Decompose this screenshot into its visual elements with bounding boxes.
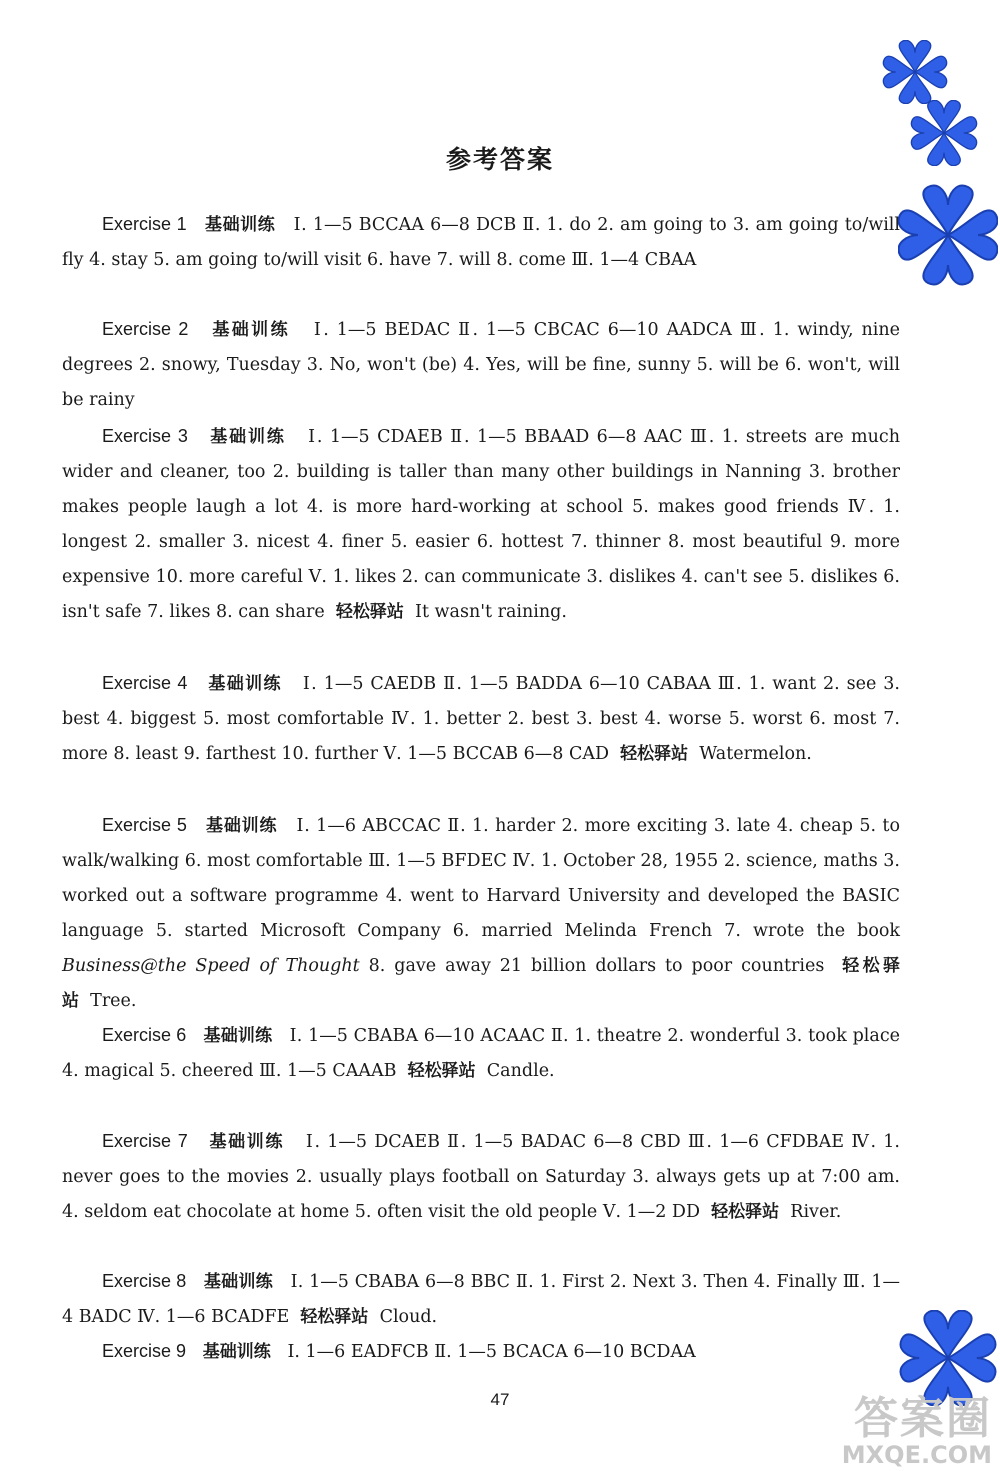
answer-text: Ⅰ. 1—6 EADFCB Ⅱ. 1—5 BCACA 6—10 BCDAA xyxy=(287,1342,696,1362)
watermark-url: MXQE.COM xyxy=(841,1441,992,1469)
answer-text: Ⅰ. 1—5 CBABA 6—10 ACAAC Ⅱ. 1. theatre 2. wonderful 3. took place 4. magical 5. cheered Ⅲ. 1—5 CAAAB xyxy=(62,1026,900,1081)
answer-text: Ⅰ. 1—5 CDAEB Ⅱ. 1—5 BBAAD 6—8 AAC Ⅲ. 1. streets are much wider and cleaner, too 2. building is taller than many other buildings in Nanning 3. brother makes people laugh a lot 4. is more hard-working at school 5. makes good friends Ⅳ. 1. longest 2. smaller 3. nicest 4. finer 5. easier 6. hottest 7. thinner 8. most beautiful 9. more expensive 10. more careful Ⅴ. 1. likes 2. can communicate 3. dislikes 4. can't see 5. dislikes 6. isn't safe 7. likes 8. can share xyxy=(62,427,900,622)
section-label: 基础训练 xyxy=(206,816,278,836)
answer-text: Ⅰ. 1—6 ABCCAC Ⅱ. 1. harder 2. more exciting 3. late 4. cheap 5. to walk/walking 6. most comfortable Ⅲ. 1—5 BFDEC Ⅳ. 1. October 28, 1955 2. science, maths 3. worked out a software programme 4. went to Harvard University and developed the BASIC language 5. started Microsoft Company 6. married Melinda French 7. wrote the book xyxy=(62,816,900,941)
exercise-label: Exercise 7 xyxy=(102,1131,188,1151)
exercise-8-answers xyxy=(62,1264,900,1335)
relax-station-answer: River. xyxy=(790,1202,842,1222)
watermark-logo xyxy=(792,1393,992,1469)
book-title: Business@the Speed of Thought xyxy=(62,956,360,976)
exercise-label: Exercise 4 xyxy=(102,673,188,693)
relax-station-label: 轻松驿站 xyxy=(300,1307,369,1327)
relax-station-answer: Cloud. xyxy=(379,1307,438,1327)
relax-station-label: 轻松驿站 xyxy=(711,1202,780,1222)
relax-station-label: 轻松驿站 xyxy=(620,744,689,764)
exercise-7-answers xyxy=(62,1124,900,1230)
section-label: 基础训练 xyxy=(209,1132,285,1152)
section-label: 基础训练 xyxy=(203,1272,274,1292)
exercise-5-answers xyxy=(62,808,900,1019)
exercise-2-answers xyxy=(62,312,900,418)
exercise-label: Exercise 2 xyxy=(102,319,189,339)
relax-station-answer: Candle. xyxy=(486,1061,555,1081)
section-label: 基础训练 xyxy=(210,427,286,447)
answer-text: Ⅰ. 1—5 CBABA 6—8 BBC Ⅱ. 1. First 2. Next 3. Then 4. Finally Ⅲ. 1—4 BADC Ⅳ. 1—6 BCADFE xyxy=(62,1272,901,1327)
answer-text: Ⅰ. 1—5 BEDAC Ⅱ. 1—5 CBCAC 6—10 AADCA Ⅲ. 1. windy, nine degrees 2. snowy, Tuesday 3. No, won't (be) 4. Yes, will be fine, sunny 5. will be 6. won't, will be rainy xyxy=(62,320,900,410)
exercise-label: Exercise 6 xyxy=(102,1025,187,1045)
exercise-9-answers xyxy=(62,1334,862,1370)
relax-station-answer: Tree. xyxy=(90,991,137,1011)
answer-text: Ⅰ. 1—5 CAEDB Ⅱ. 1—5 BADDA 6—10 CABAA Ⅲ. 1. want 2. see 3. best 4. biggest 5. most comfortable Ⅳ. 1. better 2. best 3. best 4. worse 5. worst 6. most 7. more 8. least 9. farthest 10. further Ⅴ. 1—5 BCCAB 6—8 CAD xyxy=(62,674,900,764)
exercise-1-answers xyxy=(62,207,900,278)
relax-station-label: 轻松驿站 xyxy=(335,602,404,622)
answer-text: Ⅰ. 1—5 DCAEB Ⅱ. 1—5 BADAC 6—8 CBD Ⅲ. 1—6 CFDBAE Ⅳ. 1. never goes to the movies 2. usually plays football on Saturday 3. always gets up at 7:00 am. 4. seldom eat chocolate at home 5. often visit the old people Ⅴ. 1—2 DD xyxy=(62,1132,900,1222)
relax-station-label: 轻松驿站 xyxy=(407,1061,476,1081)
page-number: 47 xyxy=(490,1390,510,1409)
relax-station-answer: It wasn't raining. xyxy=(415,602,567,622)
relax-station-answer: Watermelon. xyxy=(699,744,812,764)
exercise-label: Exercise 8 xyxy=(102,1271,187,1291)
section-label: 基础训练 xyxy=(212,320,290,340)
exercise-3-answers xyxy=(62,419,900,630)
exercise-label: Exercise 1 xyxy=(102,214,187,234)
answer-text-continued: 8. gave away 21 billion dollars to poor countries xyxy=(359,956,825,976)
clover-decoration-large-icon xyxy=(898,180,998,290)
section-label: 基础训练 xyxy=(202,1342,271,1362)
section-label: 基础训练 xyxy=(205,215,276,235)
page-title: 参考答案 xyxy=(445,145,554,174)
answer-text: Ⅰ. 1—5 BCCAA 6—8 DCB Ⅱ. 1. do 2. am going to 3. am going to/will fly 4. stay 5. am going to/will visit 6. have 7. will 8. come Ⅲ. 1—4 CBAA xyxy=(62,215,900,270)
exercise-6-answers xyxy=(62,1018,900,1089)
exercise-label: Exercise 9 xyxy=(102,1341,187,1361)
exercise-label: Exercise 3 xyxy=(102,426,188,446)
watermark-text: 答案圈 xyxy=(854,1393,992,1444)
relax-station-label: 轻松驿站 xyxy=(62,956,901,1011)
exercise-label: Exercise 5 xyxy=(102,815,187,835)
clover-decoration-small-icon xyxy=(880,40,950,104)
section-label: 基础训练 xyxy=(208,674,282,694)
section-label: 基础训练 xyxy=(203,1026,273,1046)
exercise-4-answers xyxy=(62,666,900,772)
